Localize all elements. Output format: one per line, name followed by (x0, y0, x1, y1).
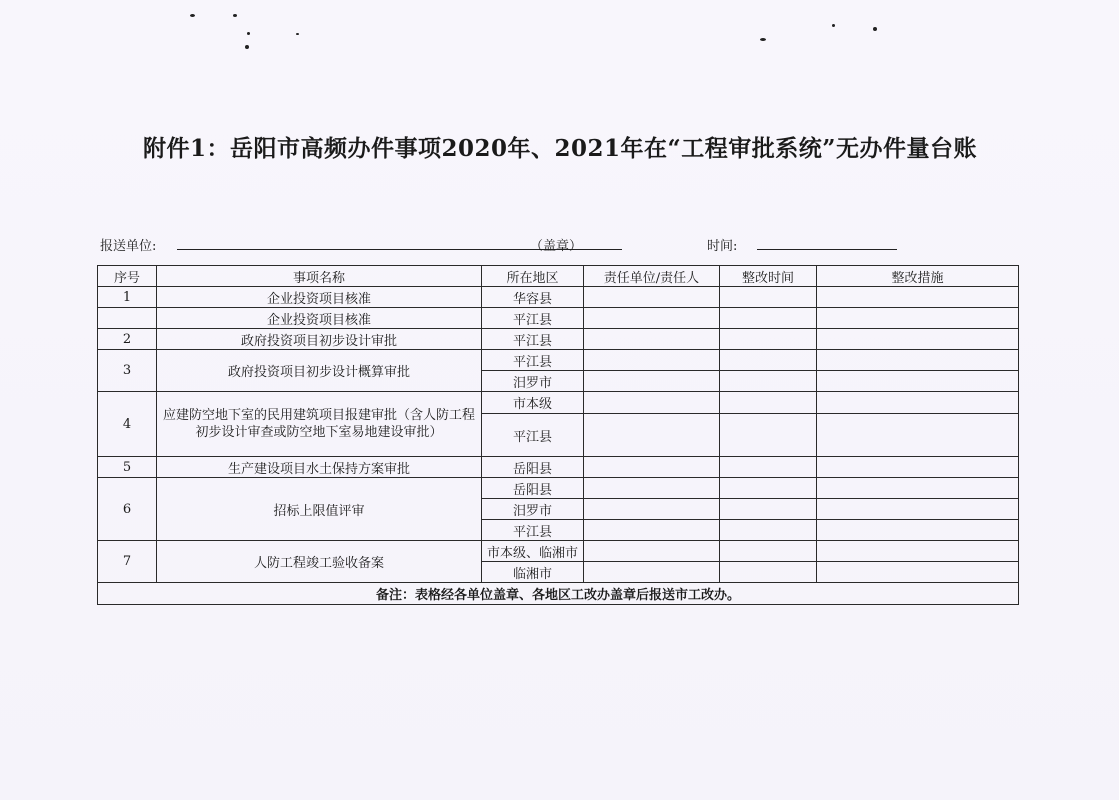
table-row (98, 329, 1019, 350)
ledger-table (97, 265, 1019, 605)
header-cell: 责任单位/责任人 (584, 266, 720, 287)
header-cell: 所在地区 (482, 266, 584, 287)
scan-speck (296, 33, 299, 35)
scan-speck (832, 24, 835, 27)
time-label: 时间: (707, 239, 738, 254)
scan-speck (760, 38, 766, 41)
responsible-cell (584, 350, 720, 371)
report-meta-line (100, 233, 1020, 255)
item-name-cell: 人防工程竣工验收备案 (157, 541, 482, 583)
item-name-cell: 政府投资项目初步设计概算审批 (157, 350, 482, 392)
header-cell: 整改时间 (720, 266, 817, 287)
responsible-cell (584, 478, 720, 499)
rectify-measure-cell (817, 414, 1019, 457)
rectify-measure-cell (817, 350, 1019, 371)
row-number-cell (98, 308, 157, 329)
scan-speck (247, 32, 250, 35)
responsible-cell (584, 371, 720, 392)
rectify-time-cell (720, 287, 817, 308)
responsible-cell (584, 562, 720, 583)
rectify-time-cell (720, 371, 817, 392)
note-row (98, 583, 1019, 605)
row-number-cell: 7 (98, 541, 157, 583)
rectify-time-cell (720, 457, 817, 478)
area-cell: 汨罗市 (482, 371, 584, 392)
responsible-cell (584, 329, 720, 350)
rectify-measure-cell (817, 392, 1019, 414)
rectify-time-cell (720, 478, 817, 499)
area-cell: 市本级、临湘市 (482, 541, 584, 562)
responsible-cell (584, 308, 720, 329)
item-name-cell: 企业投资项目核准 (157, 308, 482, 329)
table-row (98, 457, 1019, 478)
table-row (98, 478, 1019, 499)
rectify-time-cell (720, 499, 817, 520)
responsible-cell (584, 287, 720, 308)
rectify-measure-cell (817, 371, 1019, 392)
table-row (98, 308, 1019, 329)
row-number-cell: 4 (98, 392, 157, 457)
table-header-row (98, 266, 1019, 287)
rectify-measure-cell (817, 478, 1019, 499)
row-number-cell: 1 (98, 287, 157, 308)
header-cell: 序号 (98, 266, 157, 287)
area-cell: 平江县 (482, 350, 584, 371)
document-title: 附件1：岳阳市高频办件事项2020年、2021年在“工程审批系统”无办件量台账 (143, 135, 977, 162)
area-cell: 平江县 (482, 329, 584, 350)
scan-speck (190, 14, 195, 17)
area-cell: 岳阳县 (482, 457, 584, 478)
responsible-cell (584, 414, 720, 457)
item-name-cell: 应建防空地下室的民用建筑项目报建审批（含人防工程初步设计审查或防空地下室易地建设审批） (157, 392, 482, 457)
rectify-measure-cell (817, 541, 1019, 562)
area-cell: 华容县 (482, 287, 584, 308)
table-row (98, 541, 1019, 562)
item-name-cell: 招标上限值评审 (157, 478, 482, 541)
scan-speck (873, 27, 877, 31)
header-cell: 整改措施 (817, 266, 1019, 287)
scan-speck (233, 14, 237, 17)
area-cell: 岳阳县 (482, 478, 584, 499)
rectify-time-cell (720, 562, 817, 583)
rectify-measure-cell (817, 308, 1019, 329)
responsible-cell (584, 541, 720, 562)
rectify-time-cell (720, 329, 817, 350)
area-cell: 临湘市 (482, 562, 584, 583)
note-cell: 备注：表格经各单位盖章、各地区工改办盖章后报送市工改办。 (98, 583, 1019, 605)
time-underline (757, 249, 897, 250)
item-name-cell: 生产建设项目水土保持方案审批 (157, 457, 482, 478)
rectify-measure-cell (817, 562, 1019, 583)
report-unit-label: 报送单位: (100, 239, 157, 254)
row-number-cell: 3 (98, 350, 157, 392)
scan-speck (245, 45, 249, 49)
rectify-time-cell (720, 541, 817, 562)
rectify-measure-cell (817, 457, 1019, 478)
area-cell: 汨罗市 (482, 499, 584, 520)
rectify-time-cell (720, 392, 817, 414)
rectify-time-cell (720, 350, 817, 371)
rectify-measure-cell (817, 287, 1019, 308)
row-number-cell: 6 (98, 478, 157, 541)
table-row (98, 392, 1019, 414)
item-name-cell: 政府投资项目初步设计审批 (157, 329, 482, 350)
rectify-time-cell (720, 520, 817, 541)
responsible-cell (584, 392, 720, 414)
responsible-cell (584, 520, 720, 541)
stamp-label: （盖章） (530, 239, 583, 254)
rectify-measure-cell (817, 329, 1019, 350)
table-body (98, 287, 1019, 605)
table-row (98, 350, 1019, 371)
responsible-cell (584, 499, 720, 520)
rectify-measure-cell (817, 499, 1019, 520)
row-number-cell: 5 (98, 457, 157, 478)
rectify-measure-cell (817, 520, 1019, 541)
rectify-time-cell (720, 414, 817, 457)
item-name-cell: 企业投资项目核准 (157, 287, 482, 308)
responsible-cell (584, 457, 720, 478)
area-cell: 市本级 (482, 392, 584, 414)
area-cell: 平江县 (482, 308, 584, 329)
table-row (98, 287, 1019, 308)
rectify-time-cell (720, 308, 817, 329)
area-cell: 平江县 (482, 414, 584, 457)
row-number-cell: 2 (98, 329, 157, 350)
area-cell: 平江县 (482, 520, 584, 541)
header-cell: 事项名称 (157, 266, 482, 287)
